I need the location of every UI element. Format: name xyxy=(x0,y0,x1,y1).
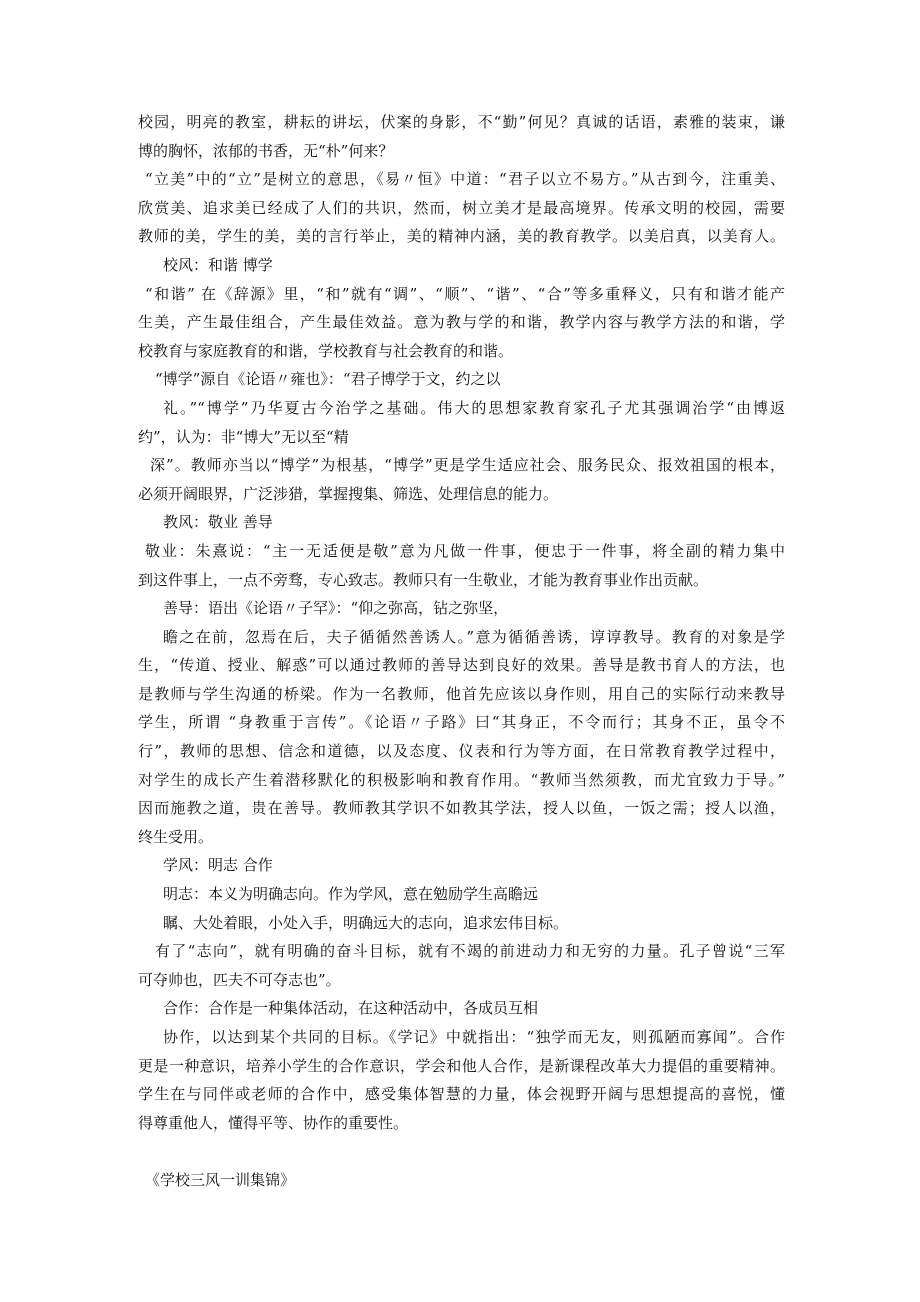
section-heading-teaching-style: 教风：敬业 善导 xyxy=(163,513,273,532)
text-line: 教师的美，学生的美，美的言行举止，美的精神内涵，美的教育教学。以美启真，以美育人。 xyxy=(138,227,785,246)
text-line: 明志：本义为明确志向。作为学风，意在勉励学生高瞻远 xyxy=(163,885,539,904)
text-line: 礼。”“博学”乃华夏古今治学之基础。伟大的思想家教育家孔子尤其强调治学“由博返 xyxy=(163,398,785,417)
text-line: 学生在与同伴或老师的合作中，感受集体智慧的力量，体会视野开阔与思想提高的喜悦，懂 xyxy=(138,1085,785,1104)
text-line: 深”。教师亦当以“博学”为根基，“博学”更是学生适应社会、服务民众、报效祖国的根本， xyxy=(150,456,785,475)
text-line: 行”，教师的思想、信念和道德，以及态度、仪表和行为等方面，在日常教育教学过程中， xyxy=(138,742,785,761)
text-line: 敬业：朱熹说：“主一无适便是敬”意为凡做一件事，便忠于一件事，将全副的精力集中 xyxy=(145,541,785,560)
section-heading-learning-style: 学风：明志 合作 xyxy=(163,856,273,875)
text-line: 校园，明亮的教室，耕耘的讲坛，伏案的身影，不“勤”何见？真诚的话语，素雅的装束，谦 xyxy=(138,113,785,131)
text-line: 对学生的成长产生着潜移默化的积极影响和教育作用。“教师当然须教，而尤宜致力于导。” xyxy=(138,770,785,789)
text-line: 瞻之在前，忽焉在后，夫子循循然善诱人。”意为循循善诱，谆谆教导。教育的对象是学 xyxy=(163,627,785,646)
text-line: 终生受用。 xyxy=(138,827,214,846)
document-body xyxy=(0,108,920,1195)
document-source-title: 《学校三风一训集锦》 xyxy=(145,1170,296,1189)
text-line: 瞩、大处着眼，小处入手，明确远大的志向，追求宏伟目标。 xyxy=(163,913,569,932)
text-line: 有了“志向”，就有明确的奋斗目标，就有不竭的前进动力和无穷的力量。孔子曾说“三军 xyxy=(155,942,785,961)
text-line: 得尊重他人，懂得平等、协作的重要性。 xyxy=(138,1113,409,1132)
text-line: 生，“传道、授业、解惑”可以通过教师的善导达到良好的效果。善导是教书育人的方法，也 xyxy=(138,656,785,675)
text-line: “博学”源自《论语〃雍也》：“君子博学于文，约之以 xyxy=(155,370,501,389)
text-line: 合作：合作是一种集体活动，在这种活动中，各成员互相 xyxy=(163,999,539,1018)
text-line: “立美”中的“立”是树立的意思，《易〃恒》中道：“君子以立不易方。”从古到今，注重美、 xyxy=(145,170,785,189)
text-line: 更是一种意识，培养小学生的合作意识，学会和他人合作，是新课程改革大力提倡的重要精神。 xyxy=(138,1056,785,1075)
text-line: 因而施教之道，贵在善导。教师教其学识不如教其学法，授人以鱼，一饭之需；授人以渔， xyxy=(138,799,785,818)
paragraph-gap xyxy=(0,1137,920,1166)
text-line: 善导：语出《论语〃子罕》：“仰之弥高，钻之弥坚， xyxy=(163,599,509,618)
text-line: 生美，产生最佳组合，产生最佳效益。意为教与学的和谐，教学内容与教学方法的和谐，学 xyxy=(138,313,785,332)
text-line: 校教育与家庭教育的和谐，学校教育与社会教育的和谐。 xyxy=(138,341,514,360)
text-line: 欣赏美、追求美已经成了人们的共识，然而，树立美才是最高境界。传承文明的校园，需要 xyxy=(138,198,785,217)
text-line: 协作，以达到某个共同的目标。《学记》中就指出：“独学而无友，则孤陋而寡闻”。合作 xyxy=(163,1028,785,1046)
text-line: 博的胸怀，浓郁的书香，无“朴”何来？ xyxy=(138,141,394,160)
text-line: 是教师与学生沟通的桥梁。作为一名教师，他首先应该以身作则，用自己的实际行动来教导 xyxy=(138,684,785,703)
text-line: 约”，认为：非“博大”无以至“精 xyxy=(138,427,349,446)
text-line: 学生，所谓 “身教重于言传”。《论语〃子路》曰“其身正，不令而行；其身不正，虽令不 xyxy=(138,713,785,732)
text-line: “和谐” 在《辞源》里，“和”就有“调”、“顺”、“谐”、“合”等多重释义，只有和谐才能产 xyxy=(145,284,785,303)
text-line: 必须开阔眼界，广泛涉猎，掌握搜集、筛选、处理信息的能力。 xyxy=(138,484,559,503)
section-heading-school-spirit: 校风：和谐 博学 xyxy=(163,255,273,274)
text-line: 到这件事上，一点不旁骛，专心致志。教师只有一生敬业，才能为教育事业作出贡献。 xyxy=(138,570,709,589)
text-line: 可夺帅也，匹夫不可夺志也”。 xyxy=(138,970,341,989)
